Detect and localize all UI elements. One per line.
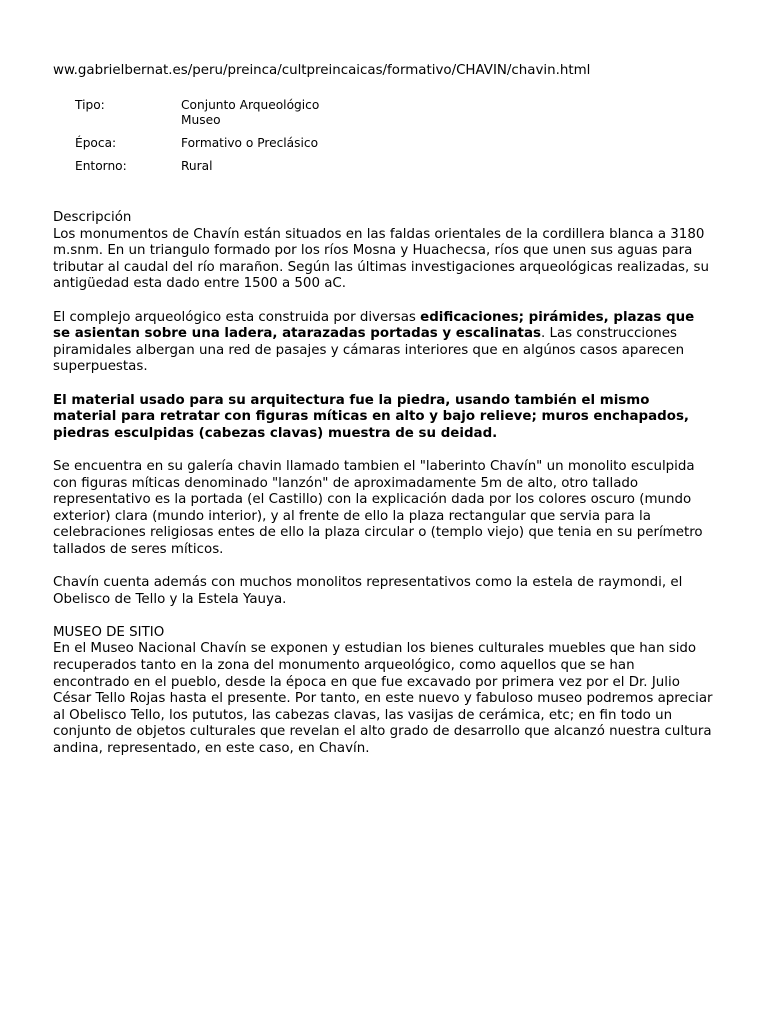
- descripcion-paragraph-1: Los monumentos de Chavín están situados en las faldas orientales de la cordillera blanca a 3180 m.snm. En un triangulo formado por los ríos Mosna y Huachecsa, ríos que unen sus aguas para tributar al caudal del río marañon. Según las últimas investigaciones arqueológicas realizadas, su antigüedad esta dado entre 1500 a 500 aC.: [53, 226, 709, 292]
- tipo-value: [181, 98, 319, 136]
- descripcion-paragraph-3: El material usado para su arquitectura fue la piedra, usando también el mismo material para retratar con figuras míticas en alto y bajo relieve; muros enchapados, piedras esculpidas (cabezas clavas) muestra de su deidad.: [53, 392, 690, 441]
- p2-end-text: . Las construcciones piramidales albergan una red de pasajes y cámaras interiores que en algúnos casos aparecen superpuestas.: [53, 326, 685, 375]
- p2-bold-text: edificaciones; pirámides, plazas que se asientan sobre una ladera, atarazadas portadas y escalinatas: [53, 309, 695, 342]
- museo-paragraph-1: En el Museo Nacional Chavín se exponen y estudian los bienes culturales muebles que han sido recuperados tanto en la zona del monumento arqueológico, como aquellos que se han encontrado en el pueblo, desde la época en que fue excavado por primera vez por el Dr. Julio César Tello Rojas hasta el presente. Por tanto, en este nuevo y fabuloso museo podremos apreciar al Obelisco Tello, los pututos, las cabezas clavas, las vasijas de cerámica, etc; en fin todo un conjunto de objetos culturales que revelan el alto grado de desarrollo que alcanzó nuestra cultura andina, representado, en este caso, en Chavín.: [53, 641, 713, 756]
- entorno-label: Entorno:: [75, 159, 127, 173]
- descripcion-paragraph-2: [53, 310, 715, 376]
- descripcion-heading: Descripción: [53, 210, 132, 225]
- metadata-table: [75, 98, 319, 182]
- meta-row-tipo: [75, 98, 319, 136]
- epoca-value: Formativo o Preclásico: [181, 136, 319, 150]
- entorno-value: Rural: [181, 159, 213, 173]
- museo-heading: MUSEO DE SITIO: [53, 624, 165, 640]
- meta-row-entorno: [75, 159, 319, 182]
- descripcion-paragraph-5: Chavín cuenta además con muchos monolitos representativos como la estela de raymondi, el Obelisco de Tello y la Estela Yauya.: [53, 575, 683, 607]
- descripcion-paragraph-4: Se encuentra en su galería chavin llamado tambien el "laberinto Chavín" un monolito esculpida con figuras míticas denominado "lanzón" de aproximadamente 5m de alto, otro tallado representativo es la portada (el Castillo) con la explicación dada por los colores oscuro (mundo exterior) clara (mundo interior), y al frente de ello la plaza rectangular que servia para la celebraciones religiosas entes de ello la plaza circular o (templo viejo) que tenia en su perímetro tallados de seres míticos.: [53, 458, 703, 557]
- descripcion-section: [53, 210, 715, 625]
- tipo-label: Tipo:: [75, 98, 105, 112]
- museo-section: [53, 625, 715, 758]
- epoca-label: Época:: [75, 136, 117, 150]
- document-page: [53, 62, 715, 758]
- meta-row-epoca: [75, 136, 319, 159]
- source-url: ww.gabrielbernat.es/peru/preinca/cultpreincaicas/formativo/CHAVIN/chavin.html: [53, 63, 591, 78]
- p2-start-text: El complejo arqueológico esta construida por diversas: [53, 309, 421, 325]
- tipo-value-line-2: Museo: [181, 113, 221, 127]
- tipo-value-line-1: Conjunto Arqueológico: [181, 98, 320, 112]
